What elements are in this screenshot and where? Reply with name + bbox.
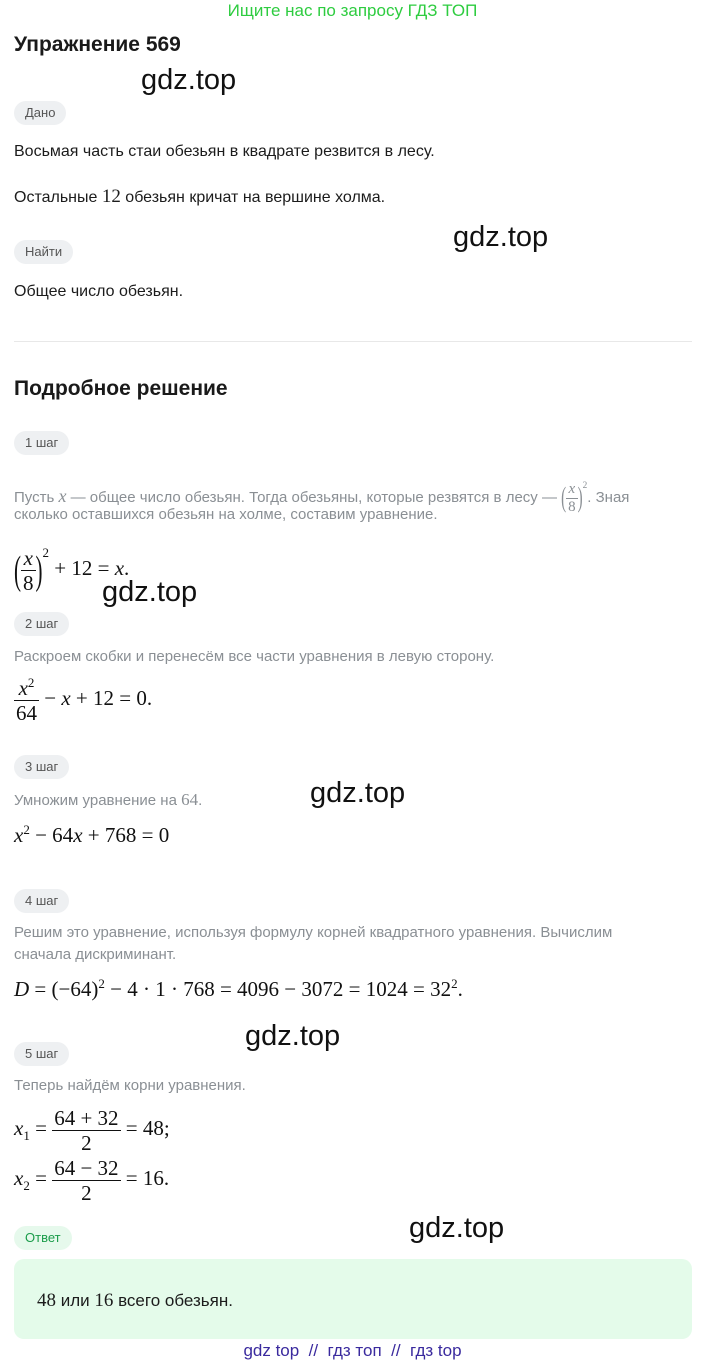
step-5-root-2: $x_2$ = $\frac{64 - 32}{2}$ = 16. [14,1155,170,1205]
step-4-badge: 4 шаг [14,889,69,913]
step-1-text: Пусть x — общее число обезьян. Тогда обезьяны, которые резвятся в лесу — ( $\frac{x}{8}$ )$^2$. Зная [14,480,630,516]
step-2-text: Раскроем скобки и перенесём все части уравнения в левую сторону. [14,648,495,665]
given-badge: Дано [14,101,66,125]
step-3-badge: 3 шаг [14,755,69,779]
step-3-text: Умножим уравнение на 64. [14,790,203,809]
step-2-badge: 2 шаг [14,612,69,636]
watermark: gdz.top [102,576,198,608]
given-line-2: Остальные 12 обезьян кричат на вершине холма. [14,186,386,207]
answer-badge: Ответ [14,1226,72,1250]
step-4-text-2: сначала дискриминант. [14,946,177,963]
watermark: gdz.top [310,777,406,809]
step-2-equation: $\frac{x^2}{64}$ − x + 12 = 0. [16,674,153,725]
step-4-equation: $D = (-64)^2 - 4 \cdot 1 \cdot 768 = 4096 - 3072 = 1024 = 32^2$. [14,976,463,1001]
step-5-text: Теперь найдём корни уравнения. [14,1077,246,1094]
find-badge: Найти [14,240,73,264]
step-1-badge: 1 шаг [14,431,69,455]
step-3-equation: $x^2 - 64x + 768 = 0$ [14,822,170,847]
watermark: gdz.top [409,1212,505,1244]
solution-title: Подробное решение [14,377,228,400]
watermark: gdz.top [141,64,237,96]
step-5-badge: 5 шаг [14,1042,69,1066]
search-banner[interactable]: Ищите нас по запросу ГДЗ ТОП [227,1,478,20]
given-number: 12 [101,186,121,207]
step-4-text-1: Решим это уравнение, используя формулу корней квадратного уравнения. Вычислим [14,924,613,941]
answer-text: 48 или 16 всего обезьян. [37,1290,233,1311]
step-5-root-1: $x_1$ = $\frac{64 + 32}{2}$ = 48; [14,1105,170,1155]
step-1-equation: ( $\frac{x}{8}$ )$^2$ + 12 = x. [14,545,130,595]
step-1-text-2: сколько оставшихся обезьян на холме, составим уравнение. [14,506,438,523]
watermark: gdz.top [245,1020,341,1052]
watermark: gdz.top [453,221,549,253]
section-divider [14,341,692,342]
find-text: Общее число обезьян. [14,283,184,300]
exercise-title: Упражнение 569 [14,33,181,56]
footer-links[interactable]: gdz top // гдз топ // гдз top [243,1341,462,1360]
given-line-1: Восьмая часть стаи обезьян в квадрате резвится в лесу. [14,143,435,160]
